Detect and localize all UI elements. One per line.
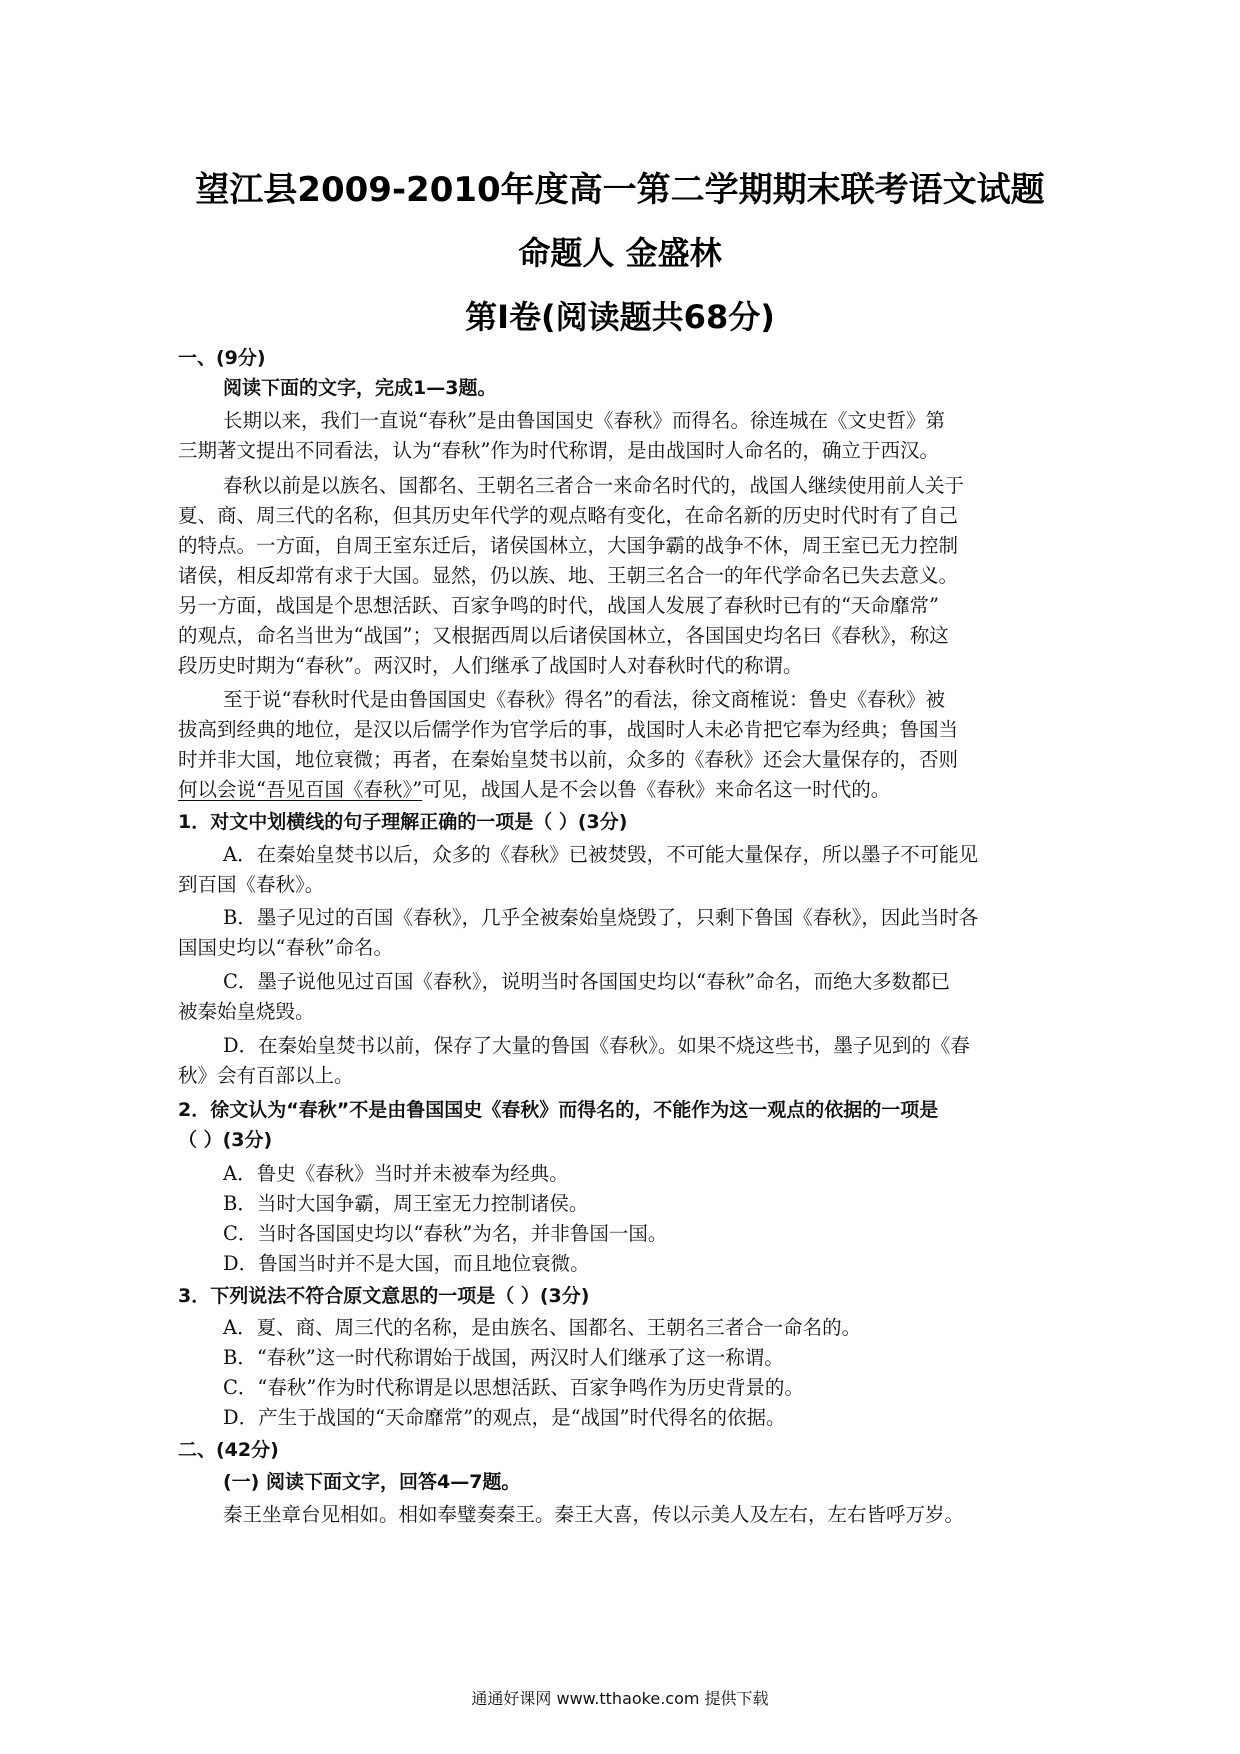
q1-option-d: D．在秦始皇焚书以前，保存了大量的鲁国《春秋》。如果不烧这些书，墨子见到的《春	[223, 1034, 970, 1057]
author-line: 命题人 金盛林	[518, 234, 722, 272]
q1-option-c: C．墨子说他见过百国《春秋》，说明当时各国国史均以“春秋”命名，而绝大多数都已	[223, 970, 951, 993]
q1-option-b-cont: 国国史均以“春秋”命名。	[178, 936, 393, 959]
q2-option-a: A．鲁史《春秋》当时并未被奉为经典。	[223, 1162, 569, 1185]
passage-line: 拔高到经典的地位，是汉以后儒学作为官学后的事，战国时人未必肯把它奉为经典；鲁国当	[178, 718, 959, 741]
passage-line: 至于说“春秋时代是由鲁国国史《春秋》得名”的看法，徐文商榷说：鲁史《春秋》被	[223, 688, 945, 711]
passage-line: 另一方面，战国是个思想活跃、百家争鸣的时代，战国人发展了春秋时已有的“天命靡常”	[178, 594, 939, 617]
q1-option-a: A．在秦始皇焚书以后，众多的《春秋》已被焚毁，不可能大量保存，所以墨子不可能见	[223, 843, 979, 866]
q1-option-d-cont: 秋》会有百部以上。	[178, 1064, 354, 1087]
exam-title: 望江县2009-2010年度高一第二学期期末联考语文试题	[195, 170, 1045, 210]
passage-line: 春秋以前是以族名、国都名、王朝名三者合一来命名时代的，战国人继续使用前人关于	[223, 474, 965, 497]
question-1-stem: 1．对文中划横线的句子理解正确的一项是（ ）(3分)	[178, 811, 628, 833]
underlined-sentence: 何以会说“吾见百国《春秋》”	[178, 778, 423, 801]
q2-option-c: C．当时各国国史均以“春秋”为名，并非鲁国一国。	[223, 1222, 668, 1245]
passage-line: 诸侯，相反却常有求于大国。显然，仍以族、地、王朝三名合一的年代学命名已失去意义。	[178, 564, 959, 587]
q1-option-b: B．墨子见过的百国《春秋》，几乎全被秦始皇烧毁了，只剩下鲁国《春秋》，因此当时各	[223, 906, 979, 929]
passage-line: 时并非大国，地位衰微；再者，在秦始皇焚书以前，众多的《春秋》还会大量保存的，否则	[178, 748, 959, 771]
q1-option-a-cont: 到百国《春秋》。	[178, 873, 325, 896]
passage-line: 的观点，命名当世为“战国”；又根据西周以后诸侯国林立，各国国史均名曰《春秋》，称这	[178, 624, 949, 647]
passage-line: 长期以来，我们一直说“春秋”是由鲁国国史《春秋》而得名。徐连城在《文史哲》第	[223, 409, 945, 432]
question-2-stem: 2．徐文认为“春秋”不是由鲁国国史《春秋》而得名的，不能作为这一观点的依据的一项是	[178, 1099, 939, 1121]
q1-option-c-cont: 被秦始皇烧毁。	[178, 1000, 315, 1023]
page-footer: 通通好课网 www.tthaoke.com 提供下载	[471, 1689, 769, 1708]
passage-line: 夏、商、周三代的名称，但其历史年代学的观点略有变化，在命名新的历史时代时有了自己	[178, 504, 959, 527]
section-heading-1: 一、(9分)	[178, 347, 266, 369]
passage-tail: 可见，战国人是不会以鲁《春秋》来命名这一时代的。	[422, 778, 891, 801]
q2-option-b: B．当时大国争霸，周王室无力控制诸侯。	[223, 1192, 589, 1215]
volume-heading: 第Ⅰ卷(阅读题共68分)	[465, 298, 775, 336]
q3-option-b: B．“春秋”这一时代称谓始于战国，两汉时人们继承了这一称谓。	[223, 1346, 784, 1369]
passage-line: 三期著文提出不同看法，认为“春秋”作为时代称谓，是由战国时人命名的，确立于西汉。	[178, 439, 939, 462]
section-instruction-1: 阅读下面的文字，完成1—3题。	[223, 377, 497, 399]
passage-line-underlined	[178, 777, 890, 803]
section-2-subheading: (一) 阅读下面文字，回答4—7题。	[223, 1471, 521, 1493]
section-heading-2: 二、(42分)	[178, 1439, 279, 1461]
q3-option-c: C．“春秋”作为时代称谓是以思想活跃、百家争鸣作为历史背景的。	[223, 1376, 804, 1399]
q3-option-a: A．夏、商、周三代的名称，是由族名、国都名、王朝名三者合一命名的。	[223, 1316, 862, 1339]
q3-option-d: D．产生于战国的“天命靡常”的观点，是“战国”时代得名的依据。	[223, 1406, 786, 1429]
question-2-stem-cont: （ ）(3分)	[178, 1129, 273, 1151]
passage-line: 段历史时期为“春秋”。两汉时，人们继承了战国时人对春秋时代的称谓。	[178, 654, 803, 677]
q2-option-d: D．鲁国当时并不是大国，而且地位衰微。	[223, 1252, 590, 1275]
passage-line: 的特点。一方面，自周王室东迁后，诸侯国林立，大国争霸的战争不休，周王室已无力控制	[178, 534, 959, 557]
question-3-stem: 3．下列说法不符合原文意思的一项是（ ）(3分)	[178, 1285, 590, 1307]
passage-2-line: 秦王坐章台见相如。相如奉璧奏秦王。秦王大喜，传以示美人及左右，左右皆呼万岁。	[223, 1503, 965, 1526]
